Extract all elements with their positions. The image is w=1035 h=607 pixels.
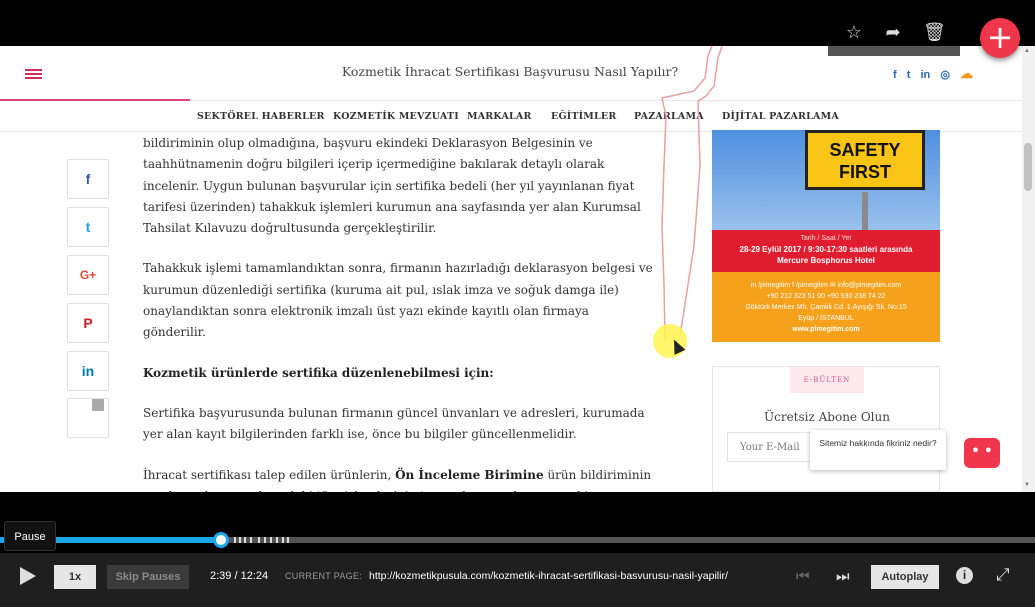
toolbar-strip [828, 46, 960, 56]
skip-pauses-button[interactable]: Skip Pauses [107, 565, 189, 589]
safety-first-sign: SAFETY FIRST [805, 130, 925, 190]
share-twitter-button[interactable]: t [67, 207, 109, 247]
speed-button[interactable]: 1x [54, 565, 96, 589]
add-note-button[interactable]: + [980, 18, 1020, 58]
activity-tick [282, 537, 284, 543]
facebook-icon[interactable]: f [893, 69, 897, 81]
previous-page-icon[interactable]: ⏮ [796, 567, 810, 585]
article-paragraph: Tahakkuk işlemi tamamlandıktan sonra, firmanın hazırladığı deklarasyon belgesi ve kurumun düzenlediği sertifika (kuruma ait pul, ıslak imza ve soğuk damga ile) onaylandıktan sonra elektronik imzalı üst yazı ekinde kayıtlı olan firmaya gönderilir. [143, 261, 653, 340]
article-paragraph: İhracat sertifikası talep edilen ürünlerin, Ön İnceleme Birimine ürün bildiriminin [143, 467, 652, 482]
activity-tick [264, 537, 266, 543]
feedback-button[interactable]: • • [964, 438, 1000, 468]
player-controls [0, 553, 1035, 607]
activity-tick [287, 537, 289, 543]
ad-event-details: Tarih / Saat / Yer 28-29 Eylül 2017 / 9:30-17:30 saatleri arasında Mercure Bosphorus Hotel [712, 230, 940, 272]
nav-item-kozmetik-mevzuati[interactable]: KOZMETİK MEVZUATI [333, 111, 459, 122]
soundcloud-icon[interactable]: ☁ [959, 66, 973, 81]
activity-tick [258, 537, 260, 543]
nav-item-egitimler[interactable]: EĞİTİMLER [551, 111, 617, 122]
newsletter-badge: E-BÜLTEN [790, 367, 864, 393]
share-icon[interactable]: ➦ [885, 22, 901, 43]
share-googleplus-button[interactable]: G+ [67, 255, 109, 295]
play-button[interactable] [20, 567, 36, 585]
activity-tick [276, 537, 278, 543]
article-title: Kozmetik İhracat Sertifikası Başvurusu Nasıl Yapılır? [341, 64, 679, 79]
article-paragraph: Sertifika başvurusunda bulunan firmanın güncel ünvanları ve adresleri, kurumada yer alan kayıt bilgilerinden farklı ise, önce bu bilgiler güncellenmelidir. [143, 405, 645, 442]
newsletter-title: Ücretsiz Abone Olun [764, 410, 890, 424]
activity-tick [270, 537, 272, 543]
nav-item-dijital-pazarlama[interactable]: DİJİTAL PAZARLAMA [722, 111, 839, 122]
mouse-trail [0, 46, 1022, 492]
ad-contact-details: in /pimegitim f /pimegitim ✉ info@pimegitim.com +90 212 323 51 00 +90 530 238 74 22 Göktürk Merkez Mh. Çamlık Cd. 1.Ayışığı Sk. No:15 Eyüp / İSTANBUL www.pimegitim.com [712, 272, 940, 342]
page-scrollbar[interactable] [1022, 46, 1035, 492]
recorded-page-viewport [0, 46, 1035, 492]
twitter-icon[interactable]: t [906, 69, 911, 81]
nav-item-sektorel-haberler[interactable]: SEKTÖREL HABERLER [197, 111, 325, 122]
scroll-down-icon[interactable]: ▼ [1024, 482, 1030, 488]
activity-tick [234, 537, 236, 543]
current-page-url[interactable]: http://kozmetikpusula.com/kozmetik-ihracat-sertifikasi-basvurusu-nasil-yapilir/ [369, 570, 728, 582]
replay-toolbar [0, 0, 1035, 46]
instagram-icon[interactable]: ◎ [940, 69, 950, 81]
article-paragraph: bildiriminin olup olmadığına, başvuru ekindeki Deklarasyon Belgesinin ve taahhütnamenin doğru bilgileri içerip içermediğine bakılarak detaylı olarak incelenir. Uygun bulunan başvurular için sertifika bedeli (her yıl yayınlanan fiyat tarifesi üzerinden) tahakkuk işlemleri kurumun ana sayfasında yer alan Kurumsal Tahsilat Kılavuzu doğrultusunda gerçekleştirilir. [143, 136, 641, 236]
activity-tick [244, 537, 246, 543]
pause-tooltip: Pause [4, 521, 56, 551]
current-page-label: CURRENT PAGE: [285, 571, 363, 581]
scroll-thumb[interactable] [1024, 143, 1032, 191]
article-emphasis: Ön İnceleme Birimine [395, 467, 544, 482]
info-icon[interactable]: i [956, 567, 973, 584]
autoplay-button[interactable]: Autoplay [871, 565, 939, 589]
fullscreen-icon[interactable]: ⤢ [996, 565, 1010, 585]
article-subheading: Kozmetik ürünlerde sertifika düzenlenebilmesi için: [143, 365, 494, 380]
nav-item-markalar[interactable]: MARKALAR [467, 111, 532, 122]
star-icon[interactable]: ☆ [845, 22, 863, 43]
linkedin-icon[interactable]: in [920, 69, 931, 81]
feedback-prompt: Sitemiz hakkında fikriniz nedir? [810, 430, 946, 470]
scroll-up-icon[interactable]: ▲ [1024, 48, 1030, 54]
share-facebook-button[interactable]: f [67, 159, 109, 199]
activity-tick [239, 537, 241, 543]
playback-time: 2:39 / 12:24 [210, 570, 269, 582]
share-linkedin-button[interactable]: in [67, 351, 109, 391]
nav-item-pazarlama[interactable]: PAZARLAMA [634, 111, 704, 122]
trash-icon[interactable]: 🗑 [923, 22, 946, 43]
next-page-icon[interactable]: ⏭ [836, 567, 850, 585]
activity-tick [250, 537, 252, 543]
progress-knob[interactable] [213, 532, 229, 548]
share-pinterest-button[interactable]: P [67, 303, 109, 343]
